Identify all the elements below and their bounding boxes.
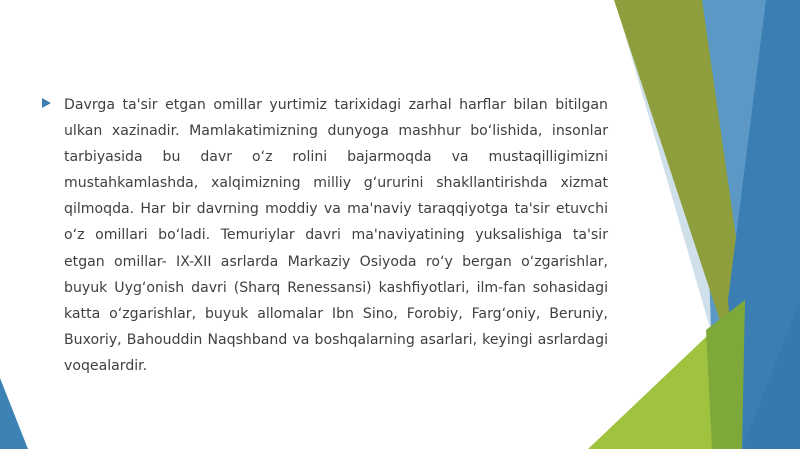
bullet-item	[42, 92, 608, 379]
left-blue-wedge	[0, 378, 28, 449]
triangle-bullet-icon	[42, 98, 51, 108]
bullet-paragraph: Davrga ta'sir etgan omillar yurtimiz tarixidagi zarhal harflar bilan bitilgan ulkan xazinadir. Mamlakatimizning dunyoga mashhur bo‘lishida, insonlar tarbiyasida bu davr o‘z rolini bajarmoqda va mustaqilligimizni mustahkamlashda, xalqimizning milliy g‘ururini shakllantirishda xizmat qilmoqda. Har bir davrning moddiy va ma'naviy taraqqiyotga ta'sir etuvchi o‘z omillari bo‘ladi. Temuriylar davri ma'naviyatining yuksalishiga ta'sir etgan omillar- IX-XII asrlarda Markaziy Osiyoda ro‘y bergan o‘zgarishlar, buyuk Uyg‘onish davri (Sharq Renessansi) kashfiyotlari, ilm-fan sohasidagi katta o‘zgarishlar, buyuk allomalar Ibn Sino, Forobiy, Farg‘oniy, Beruniy, Buxoriy, Bahouddin Naqshband va boshqalarning asarlari, keyingi asrlardagi voqealardir.	[64, 97, 608, 374]
content-area	[42, 92, 608, 379]
